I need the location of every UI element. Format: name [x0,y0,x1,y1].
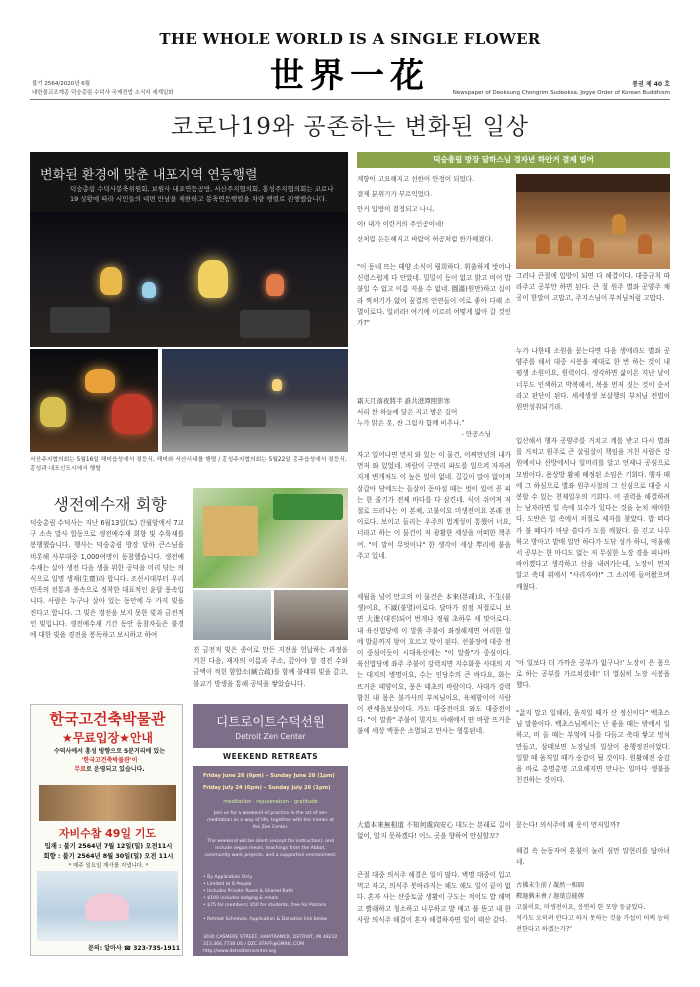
intro-line: 산처럼 든든해지고 바람이 허공처럼 한가해졌다. [357,235,493,243]
dharma-talk-banner [357,152,670,168]
zen-center-address: 3030 CASMERE STREET, HAMTRAMCK, DETROIT, MI 48212 [203,935,338,940]
car-shape [50,307,110,333]
manggong-verse [357,396,511,440]
intro-line: 안거 입방이 결정되고 나니, [357,205,435,213]
verse-author: - 만공스님 [461,430,491,438]
museum-ad-desc-name: '한국고건축박물관'이 [81,757,138,764]
retreat-bullet: • Retreat Schedule, Application & Donation link below [203,917,328,922]
monk-shape [638,234,652,254]
museum-ad-description [47,747,172,774]
monk-shape [536,234,550,254]
zen-center-title-en: Detroit Zen Center [235,732,306,741]
zen-center-ad [193,704,348,956]
lantern-shape [266,274,284,296]
altar-shape [203,506,258,556]
dharma-talk-col2-a: 그러나 큰절에 입방이 되면 다 해결이다. 대중규칙 따라주고 공부만 하면 된다. 큰 절 원주 별좌 공양주 채공이 한말이 고맙고, 주지스님이 부처님처럼 고맙다. [516,272,670,303]
retreat-description: Join us for a weekend of practice in the art of zen meditation as a way of life, together with the monks at the Zen Center. [207,811,334,830]
dharma-talk-col1-e: 큰절 대중 의식주 해결은 일이 많다. 벽명 대중이 입고 먹고 자고, 의식주 봇바라지는 해도 해도 일이 끝이 없다. 혼자 사는 산중토굴 생활이 구도는 적어도 밥 해먹고 빨래하고 청소하고 나무하고 밭 매고 풀 뜯고 내 한 사람 의식주 해결이 혼자 해결하자면 일이 태산 같다. [357,871,511,924]
lantern-shape [142,282,156,298]
dharma-talk-col2-e: "끓지 말고 일해라, 움직일 때가 산 정신이다" 백초스님 말씀이다. 백초스님께서는 난 좋을 때는 밖에서 일하고, 비 올 때는 부엌에 나를 다듬고 축대 쌓고 멍석 만들고, 삼태보면 노장님의 일상이 용행정진이었다. 일할 때 움직일 때가 숭감이 될 것이다. 원활해진 숭감을 바로 총명총명 고요해지면 만나는 일마다 생불을 친견하는 것이다. [516,709,670,785]
issue-publisher: 대한불교조계종 덕숭총림 수덕사 국제전법 소식지 세계일화 [32,90,174,96]
car-shape [232,409,266,427]
retreat-bullet: • Limited to 8 People [203,882,252,887]
temple-eaves-shape [516,174,670,192]
weekend-retreats-banner [193,748,348,766]
lantern-shape [198,260,228,298]
dharma-talk-intro [357,174,511,245]
verse-line: 누가 맑은 못, 찬 그림자 함께 비추나." [357,419,465,427]
yesujae-monk-photo-2 [274,590,348,640]
main-headline: 코로나19와 공존하는 변화된 일상 [170,114,530,140]
issue-date: 불기 2564/2020년 6월 [32,81,91,87]
lantern-shape [85,369,115,393]
dharma-talk-col2-d: '아 일보다 더 가까운 공부가 없구나!' 노장이 은 몸으로 하는 공부를 가르쳐셨네!' 더 열심히 노장 시봉을 했다. [516,659,670,690]
closing-verse-hanja: 古佛未生前 / 凝然一相圓 [516,882,584,889]
dharma-talk-col1-d: 大道本來無相道 不知何處向安心 대도는 본래로 길이 없어, 알지 못하겠다! 어느 곳을 향하여 안심할꼬? [357,821,511,841]
lantern-shape [272,379,282,391]
yesujae-monk-photo-1 [193,590,271,640]
verse-line: 서리 찬 하늘에 달은 지고 밤은 깊어 [357,408,458,416]
dharma-talk-col1-b: 자고 일어나면 먼저 와 있는 이 물건, 어찌만년의 내가 먼저 와 있었네. 바람이 구만리 파도를 일으켜 자자려지게 변개처도 이 높은 일이 없네. 길길이 말아 없어져 살갑아 담에드는 들살이 돋아설 때는 벗이 있어 꼳 피는 한 줄기가 전체 바다를 다 삼킨네. 식이 쉬어져 저절로 드러나는 이 본체, 고불이요 미생전이요 본래 전이로다. 보이고 들리는 우주의 법계성이 통했어 너요, 너라고 하는 이 물건이 저 광활한 세상을 어떠한 책주어. "이 말이 무엇이냐" 한 생각이 세상 뿌리에 붙을 주고 있네. [357,451,511,560]
yesujae-article-col1: 덕숭총림 수덕사는 지난 6월13일(토) 간월암에서 7교구 소속 말사 합동으로 생전예수재 회향 및 수륙재를 봉행했습니다. 행사는 덕숭총림 방장 달하 큰스님을 비롯해 사부대중 1,000여명이 동참했습니다. 생전예수재는 살아 생전 다음 생을 위한 공덕을 미리 닦는 의식으로 일명 생재(生齋)라 합니다. 조선시대부터 우리 민족의 전통과 풍속으로 정착한 대표적인 윤달 풍속입니다. 사람은 누구나 살아 있는 동안에 두 가지 빚을 진다고 합니다. 그 빚은 경전을 보지 못한 빚과 금전적인 빚입니다. 생전예수재 기간 동안 동참자들은 불경에 대한 빚을 경전을 봉독하고 보시하고 하여 [30,519,184,640]
lantern-parade-feature [30,152,348,347]
retreat-bullet: • By Application Only [203,875,253,880]
intro-line: 계향이 고요해지고 선한이 안정이 되었다. [357,175,475,183]
retreat-description-2: The weekend will be silent (except for instruction), and include vegan meals, teachings from the Abbot, community work projects, and a supportive environment. [204,839,337,858]
issue-description: Newspaper of Deoksung Chongrim Sudeoksa, Jogye Order of Korean Buddhism [452,90,670,96]
yesujae-article-col2: 진 금전적 빚은 종이로 만든 지전을 헌납하는 과정을 거친 다음, 재자의 이름과 주소, 갚아야 할 경전 수와 금액이 적힌 함합소(緘合疏)를 함께 불태워 빚을 갚고, 불교기 방생을 통해 공덕을 쌓았습니다. [193,646,348,688]
tent-shape [273,494,343,520]
museum-ad-desc-free: 무료 [74,766,86,773]
museum-ad-photos [39,785,176,821]
retreat-tags: meditation · rejuvenation · gratitude [223,799,318,805]
car-shape [182,404,222,426]
lantern-parade-caption: 서산주지협의회는 5월16일 해미읍성에서 점등식, 해미와 서산시내를 행렬 / 홍성주지협의회는 5월22일 홍주읍성에서 점등식, 홍성과 내포신도시에서 행렬 [30,457,347,472]
museum-ad-desc-tail: 로 운영되고 있습니다. [85,766,145,773]
intro-line: 결제 분위기가 무르익었다. [357,190,433,198]
memorial-end-date: 회향 : 불기 2564년 8월 30일(일) 오전 11시 [43,853,174,860]
retreat-date-1: Friday June 26 (6pm) – Sunday June 28 (1pm) [203,773,335,779]
car-parade-photo [162,349,348,452]
monk-shape [612,214,626,234]
masthead [0,0,700,100]
dharma-talk-col2-f: 묻는다! 의식주에 왜 옷이 먼저일까? [516,821,620,829]
lantern-float-photo [30,349,158,452]
memorial-note: * 매주 일요일 재사를 지냅니다. * [68,863,149,869]
closing-verse [516,880,670,935]
car-shape [240,310,310,338]
masthead-logo: 世界一花 [270,56,430,96]
lantern-shape [40,397,66,427]
issue-info-left [32,80,174,98]
lantern-parade-title: 변화된 환경에 맞춘 내포지역 연등행렬 [40,168,258,183]
issue-number: 통권 제 40 호 [632,81,670,88]
museum-ad-desc-line: 수덕사에서 홍성 방향으로 5분거리에 있는 [53,748,166,755]
dharma-talk-photo [516,174,670,269]
verse-hanja: 霜天月落夜將半 誰共澄潭照影寒 [357,397,451,405]
memorial-phone: 문의: 알마사 ☎ 323-735-1911 [88,945,180,952]
monk-shape [558,236,572,256]
lotus-illustration [37,871,178,941]
dharma-talk-col2-b: 누가 나한테 소원을 묻는다면 다음 생에라도 별좌 공양주를 해서 대중 시봉을 제대로 한 번 하는 것이 내 평생 소원이요, 원력이다. 생각하면 삶이온 지난 날이 너무도 인색하고 박복해서, 복을 먼저 짓는 것이 순서라고 판단이 된다. 세세생생 보살행의 부처님 전법이 원만성취되기라. [516,347,670,412]
retreat-bullet: • Includes Private Room & Shared Bath [203,889,294,894]
lantern-shape [112,394,152,434]
museum-ad-subtitle: ★무료입장★안내 [61,731,154,745]
closing-verse-hanja: 釋迦猶未會 / 迦葉豈能傳 [516,893,584,900]
lotus-flower-shape [85,893,129,921]
masthead-tagline: THE WHOLE WORLD IS A SINGLE FLOWER [159,30,541,48]
memorial-start-date: 입재 : 불기 2564년 7월 12일(일) 오전11시 [44,843,173,850]
intro-line: 이! 내가 이란거의 주인공이네! [357,220,444,228]
dharma-talk-col1-a: "이 동네 뜨는 태양 소식이 뭥희하다. 휘출하게 벗어나 신령스럽게 다 안았네. 밀밀이 등이 없고 밝고 비어 밥 불일 수 없고 이름 지을 수 없네. 圓滿(원만)하고 십이라 찍처기가 없어 꿈결의 인연들이 이로 좋아 다해 소멸이로다. 일러라! 여기에 이르러 어떻게 밟아 갈 것인가?" [357,263,511,328]
zen-center-website[interactable]: http://www.detroitzencenter.org [203,949,277,954]
retreat-date-2: Friday July 24 (6pm) – Sunday July 26 (1pm) [203,785,331,791]
masthead-rule [30,99,670,100]
museum-ad [30,704,183,956]
monk-shape [580,238,594,258]
zen-center-contact: 313.366.7738 US / DZC.STAFF@GMAIL.COM [203,942,304,947]
lantern-parade-lead: 덕숭총림 수덕사봉축위원회, 보원사 내포연등공방, 서산주지협의회, 홍성주지협의회는 코로나19 상황에 따라 시민들의 대면 만남을 제한하고 봉축연등행렬을 차량 행렬로 진행했습니다. [70,185,334,203]
dharma-talk-col2-g: 해결 속 눈동자여 혼침이 눌러 심만 말현리를 답아녀네. [516,847,670,867]
closing-verse-line: 고불이요, 미생전이요, 응연히 한 모양 둥글었다. [516,904,646,911]
retreat-bullet: • $75 for members; $50 for students, free for Patrons [203,903,327,908]
museum-ad-title: 한국고건축박물관 [49,710,166,728]
closing-verse-line: 석가도 오히려 안다고 하지 못하는 것을 가섭이 어찌 능히 전한다고 하겠는가?" [516,915,670,933]
zen-center-title-ko: 디트로이트수덕선원 [216,714,325,729]
yesujae-title: 생전예수재 회향 [53,495,167,514]
yesujae-ceremony-photo [193,488,348,588]
issue-info-right [453,80,670,98]
lantern-parade-photo-main [30,212,348,347]
dharma-talk-banner-title: 덕숭총림 방장 달하스님 경자년 하안거 결제 법어 [433,155,594,164]
lantern-shape [100,267,122,295]
dharma-talk-col1-c: 세월을 넘어 만고의 이 물건은 本來(본래)요, 不生(불생)이요, 不滅(불멸)이로다. 달마가 점점 저절로니 보면 大進(대진)되어 번개나 정월 초하루 새 맞이로다. 내 육신법당에 이 말씀 주불이 좌정해계면 여리한 얼에 발끝까지 닿이 흐르고 맞이 된다. 선불장에 대중 전이 중심이듯이 시대육신에는 "이 말씀"가 중심이다. 육신법당에 좌주 주불이 강력치면 지수화풍 사대의 지는 대지의 병명이요, 수는 인당수의 큰 바다요, 화는 뜨거운 태양이요, 풍은 태초의 바람이다. 사대가 강력함친 내 몸은 불가사의 부처님이요, 육체함이어 사람이 관세음보살이다. 가도 대중전이요 와도 대중전이다. "이 말씀" 주불이 멀지도 아해에서 딴 바람 뜨거운 불에 세상 액풍은 소멸되고 만사는 형통된네. [357,593,511,736]
retreat-bullet: • $100 includes lodging & meals [203,896,279,901]
weekend-retreats-label: WEEKEND RETREATS [222,752,319,761]
memorial-ad-title: 자비수참 49일 기도 [58,827,157,840]
dharma-talk-col2-c: 입산해서 행자 공양주를 거치고 계를 받고 다시 별좌를 거치고 원주로 큰 살림살이 책임을 거친 사람은 강원에서나 선방에서나 일머리를 알고 언제나 공심으로 모범이다. 용상방 활제 배정된 소임은 기회다. 행자 때에 그 하심으로 별좌 원주시절의 그 신심으로 대중 시봉할 수 있는 천재일우의 기회다. 이 권력을 해결하려는 남자라면 일 속에 묘수가 있다는 것을 눈치 채야한다. 도반은 일 속에서 저절로 제자를 찾았다. 밥 떠다가 불 떼다가 마당 쓸다가 도를 깨쳤다. 몰 긷고 나무하고 방아고 밭매 일만 하다가 도닦 성가 하니, 억울해서 공부는 한 마디도 없는 저 무심한 노장 경을 피나바바이겠다고 생각하고 산을 내려가는데, 노장이 먼저 알고 축대 위에서 "사리자야!" 그 소리에 들어왔으며 깨쳤다. [516,437,670,591]
